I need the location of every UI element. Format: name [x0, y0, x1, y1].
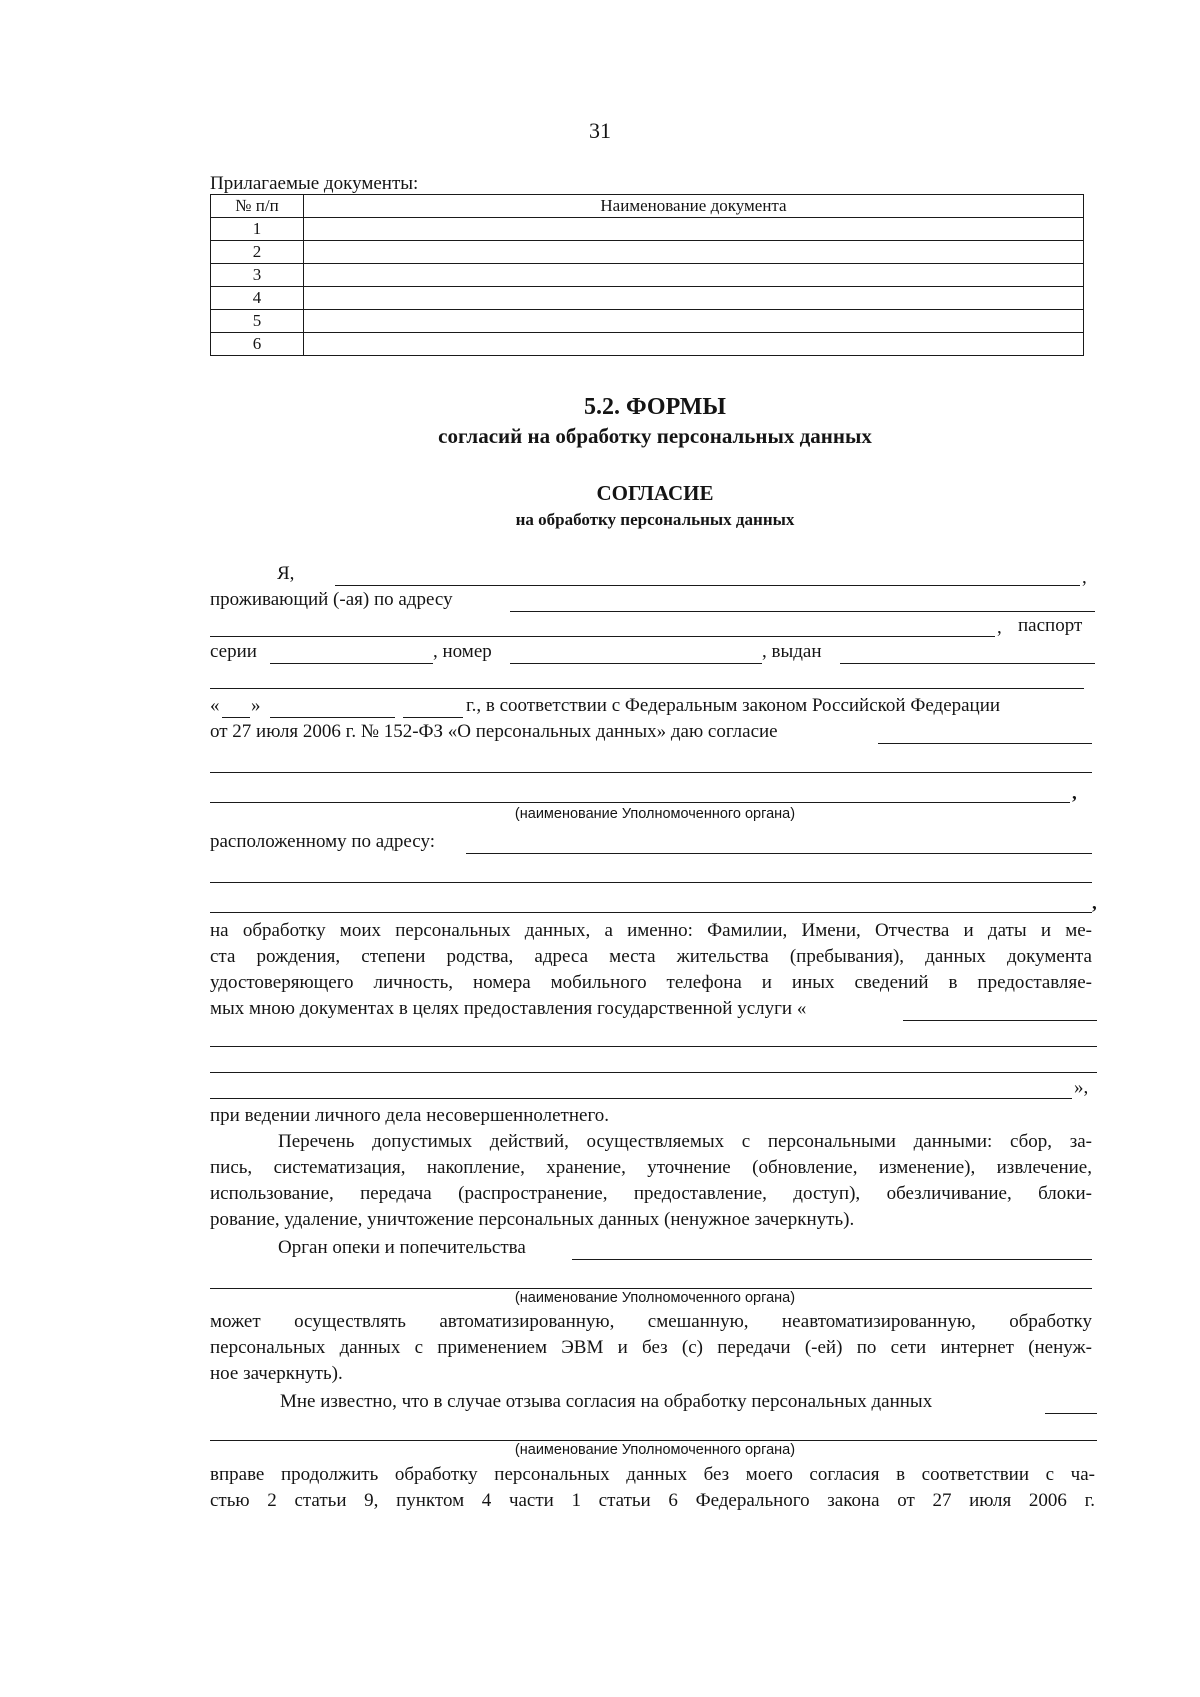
revocation-authority-field[interactable]	[1045, 1413, 1097, 1414]
legal-basis-line: стью 2 статьи 9, пунктом 4 части 1 статьи 6 Федерального закона от 27 июля 2006 г.	[210, 1490, 1095, 1511]
date-close-quote: »	[251, 695, 261, 716]
guardianship-label: Орган опеки и попечительства	[278, 1237, 526, 1258]
service-name-field-3[interactable]	[210, 1072, 1097, 1073]
law-reference-text: г., в соответствии с Федеральным законом Российской Федерации	[466, 695, 1001, 716]
data-list-line: ста рождения, степени родства, адреса места жительства (пребывания), данных документа	[210, 946, 1092, 967]
document-name-cell[interactable]	[304, 310, 1084, 333]
comma-mark: ,	[997, 617, 1002, 638]
passport-number-field[interactable]	[510, 663, 762, 664]
processing-mode-line: ное зачеркнуть).	[210, 1363, 343, 1384]
service-name-field-2[interactable]	[210, 1046, 1097, 1047]
date-open-quote: «	[210, 695, 220, 716]
closing-quote: »,	[1074, 1077, 1089, 1098]
table-row	[211, 264, 1084, 287]
data-list-line: удостоверяющего личность, номера мобильного телефона и иных сведений в предоставляе-	[210, 972, 1092, 993]
issue-year-field[interactable]	[403, 717, 463, 718]
column-header-number: № п/п	[211, 195, 304, 218]
data-list-line: мых мною документах в целях предоставления государственной услуги «	[210, 998, 807, 1019]
document-name-cell[interactable]	[304, 241, 1084, 264]
table-row	[211, 218, 1084, 241]
table-row	[211, 310, 1084, 333]
legal-basis-line: вправе продолжить обработку персональных данных без моего согласия в соответствии с ча-	[210, 1464, 1095, 1485]
document-name-cell[interactable]	[304, 287, 1084, 310]
comma-mark: ,	[1082, 567, 1087, 588]
comma-mark: ,	[1072, 783, 1077, 804]
actions-list-line: пись, систематизация, накопление, хранение, уточнение (обновление, изменение), извлечение,	[210, 1157, 1092, 1178]
authority-address-field-2[interactable]	[210, 882, 1092, 883]
revocation-text: Мне известно, что в случае отзыва согласия на обработку персональных данных	[280, 1391, 933, 1412]
consent-title: СОГЛАСИЕ	[596, 481, 714, 505]
authority-name-field-2[interactable]	[210, 772, 1092, 773]
authority-name-field-3[interactable]	[210, 802, 1070, 803]
located-label: расположенному по адресу:	[210, 831, 435, 852]
address-field-continued[interactable]	[210, 636, 995, 637]
number-label: , номер	[433, 641, 492, 662]
revocation-authority-field-2[interactable]	[210, 1440, 1097, 1441]
processing-mode-line: может осуществлять автоматизированную, смешанную, неавтоматизированную, обработку	[210, 1311, 1092, 1332]
authority-caption: (наименование Уполномоченного органа)	[514, 1442, 796, 1458]
service-name-field[interactable]	[903, 1020, 1097, 1021]
document-name-cell[interactable]	[304, 264, 1084, 287]
authority-address-field-3[interactable]	[210, 912, 1092, 913]
passport-label: паспорт	[1018, 615, 1083, 636]
authority-caption: (наименование Уполномоченного органа)	[514, 806, 796, 822]
issued-by-field-continued[interactable]	[210, 688, 1084, 689]
row-number: 5	[211, 310, 304, 333]
issue-day-field[interactable]	[222, 717, 250, 718]
full-name-field[interactable]	[335, 585, 1080, 586]
passport-series-field[interactable]	[270, 663, 433, 664]
row-number: 6	[211, 333, 304, 356]
table-row	[211, 333, 1084, 356]
actions-list-line: рование, удаление, уничтожение персональных данных (ненужное зачеркнуть).	[210, 1209, 855, 1230]
attachments-caption: Прилагаемые документы:	[210, 173, 419, 194]
authority-name-field[interactable]	[878, 743, 1092, 744]
consent-subtitle: на обработку персональных данных	[515, 510, 795, 529]
document-name-cell[interactable]	[304, 333, 1084, 356]
row-number: 3	[211, 264, 304, 287]
guardianship-body-field[interactable]	[572, 1259, 1092, 1260]
authority-address-field[interactable]	[466, 853, 1092, 854]
guardianship-body-field-2[interactable]	[210, 1288, 1092, 1289]
row-number: 4	[211, 287, 304, 310]
guardian-case-text: при ведении личного дела несовершеннолетнего.	[210, 1105, 610, 1126]
page-number: 31	[589, 118, 611, 143]
table-header-row	[211, 195, 1084, 218]
issued-label: , выдан	[762, 641, 822, 662]
ya-label: Я,	[277, 563, 295, 584]
authority-caption: (наименование Уполномоченного органа)	[514, 1290, 796, 1306]
table-row	[211, 241, 1084, 264]
series-label: серии	[210, 641, 257, 662]
attachments-table	[210, 194, 1084, 356]
table-row	[211, 287, 1084, 310]
actions-list-line: использование, передача (распространение, предоставление, доступ), обезличивание, блоки-	[210, 1183, 1092, 1204]
residing-label: проживающий (-ая) по адресу	[210, 589, 453, 610]
section-title: 5.2. ФОРМЫ	[584, 394, 726, 420]
address-field[interactable]	[510, 611, 1095, 612]
issue-month-field[interactable]	[270, 717, 395, 718]
service-name-field-4[interactable]	[210, 1098, 1072, 1099]
column-header-name: Наименование документа	[304, 195, 1084, 218]
actions-list-line: Перечень допустимых действий, осуществляемых с персональными данными: сбор, за-	[278, 1131, 1092, 1152]
section-subtitle: согласий на обработку персональных данных	[438, 424, 872, 448]
row-number: 2	[211, 241, 304, 264]
row-number: 1	[211, 218, 304, 241]
document-name-cell[interactable]	[304, 218, 1084, 241]
consent-given-text: от 27 июля 2006 г. № 152-ФЗ «О персональных данных» даю согласие	[210, 721, 778, 742]
comma-mark: ,	[1092, 893, 1097, 914]
processing-mode-line: персональных данных с применением ЭВМ и без (с) передачи (-ей) по сети интернет (ненуж-	[210, 1337, 1092, 1358]
data-list-line: на обработку моих персональных данных, а именно: Фамилии, Имени, Отчества и даты и ме-	[210, 920, 1092, 941]
issued-by-field[interactable]	[840, 663, 1095, 664]
